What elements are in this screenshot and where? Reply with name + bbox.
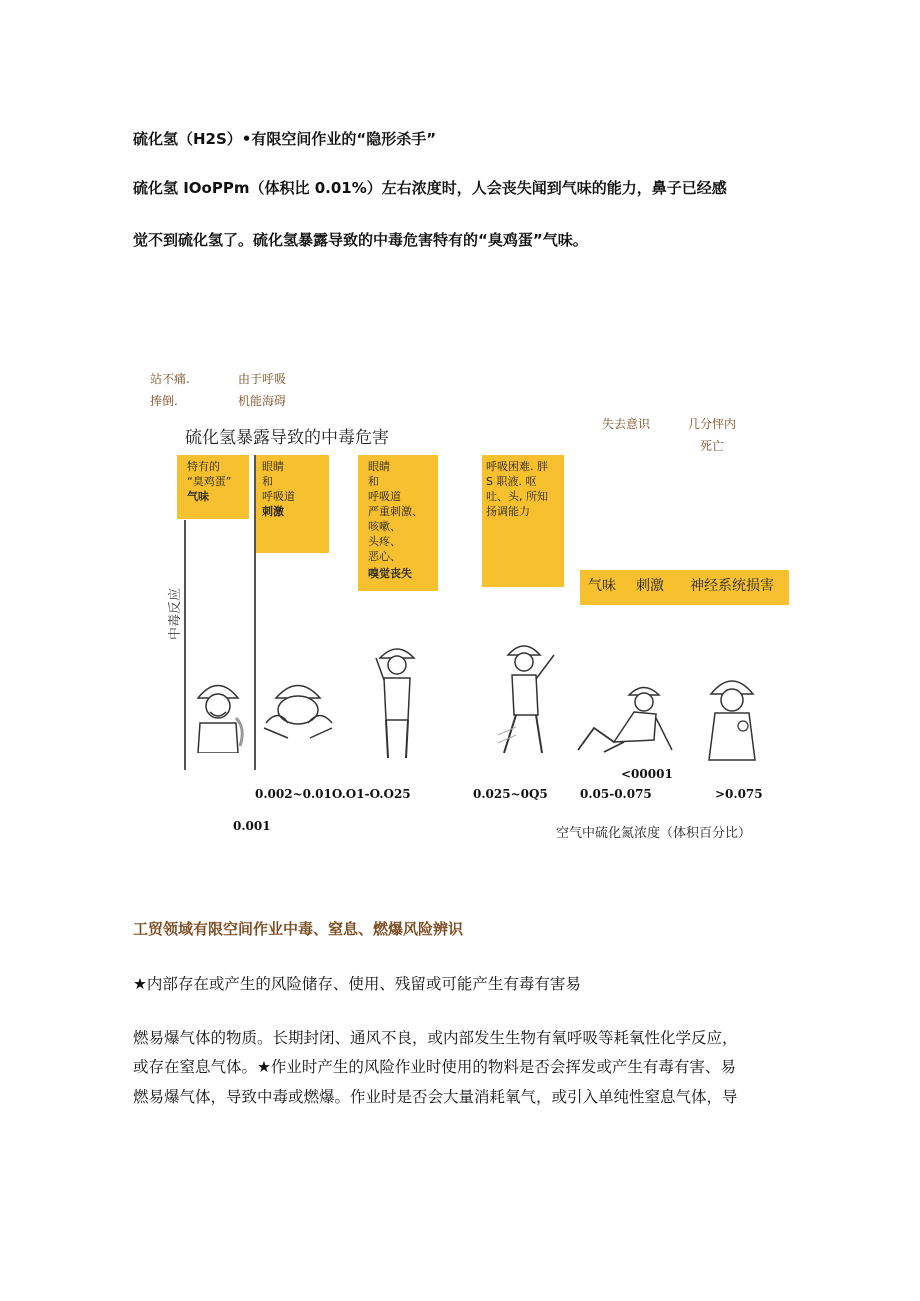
body-line-3: 或存在窒息气体。★作业时产生的风险作业时使用的物料是否会挥发或产生有毒有害、易 (133, 1058, 736, 1076)
value-0-05-range: 0.05-0.075 (580, 787, 652, 801)
page-title: 硫化氢（H2S）•有限空间作业的“隐形杀手” (133, 130, 437, 148)
band-nerve-damage: 神经系统损害 (690, 578, 774, 594)
value-0-002-range: 0.002~0.01O.O1-O.O25 (255, 787, 411, 801)
intro-line-2: 觉不到硫化氢了。硫化氢暴露导致的中毒危害特有的“臭鸡蛋”气味。 (133, 231, 588, 249)
box2-line: 眼睛 (262, 460, 284, 473)
box3-line: 和 (368, 475, 379, 488)
body-line-1: ★内部存在或产生的风险储存、使用、残留或可能产生有毒有害易 (133, 975, 581, 993)
band-odor: 气味 (588, 578, 616, 594)
x-axis-label: 空气中硫化氮浓度（体积百分比） (556, 826, 752, 841)
box3-line: 恶心、 (368, 550, 401, 563)
note-death: 死亡 (700, 439, 725, 453)
box4-line: S 职液. 呕 (486, 475, 537, 488)
value-lt: <00001 (621, 767, 673, 781)
box4-line: 扬调能力 (486, 505, 530, 518)
box2-line: 和 (262, 475, 273, 488)
note-respiration-b: 机能海碍 (238, 394, 287, 408)
box4-line: 呼吸困难. 胖 (486, 460, 548, 473)
worker-crouching-illustration (258, 668, 338, 748)
highlight-box-irritation (256, 455, 329, 553)
figure-title: 硫化氢暴露导致的中毒危害 (185, 428, 389, 448)
note-lose-consciousness: 失去意识 (602, 417, 651, 431)
value-0-025-range: 0.025~0Q5 (473, 787, 548, 801)
section-title: 工贸领域有限空间作业中毒、窒息、燃爆风险辨识 (133, 920, 464, 938)
box2-line: 呼吸道 (262, 490, 295, 503)
box3-line: 嗅觉丧失 (368, 567, 412, 580)
note-respiration-a: 由于呼吸 (238, 372, 287, 386)
box2-line: 刺激 (262, 505, 284, 518)
body-line-4: 燃易爆气体，导致中毒或燃爆。作业时是否会大量消耗氧气，或引入单纯性窒息气体，导 (133, 1088, 738, 1106)
value-0-001: 0.001 (233, 819, 271, 833)
box4-line: 吐、头, 所知 (486, 490, 548, 503)
box3-line: 呼吸道 (368, 490, 401, 503)
band-irritation: 刺激 (636, 578, 664, 594)
intro-line-1: 硫化氢 IOoPPm（体积比 0.01%）左右浓度时，人会丧失闻到气味的能力，鼻子已经感 (133, 179, 727, 197)
worker-collapsed-illustration (574, 680, 679, 760)
box3-line: 咳嗽、 (368, 520, 401, 533)
body-line-2: 燃易爆气体的物质。长期封闭、通风不良，或内部发生生物有氧呼吸等耗氧性化学反应， (133, 1029, 738, 1047)
box3-line: 头疼、 (368, 535, 401, 548)
divider-line-1 (184, 520, 186, 770)
worker-smell-illustration (188, 668, 248, 753)
y-axis-label: 中毒反应 (168, 587, 183, 640)
note-minutes: 几分怦内 (688, 417, 737, 431)
highlight-box-severe (358, 455, 438, 591)
box3-line: 严重刺激、 (368, 505, 423, 518)
highlight-band-nervous (580, 570, 789, 605)
note-fall-down: 捧倒. (150, 394, 178, 408)
box3-line: 眼睛 (368, 460, 390, 473)
box1-line: 气味 (187, 490, 209, 503)
worker-staggering-illustration (496, 635, 566, 760)
worker-standing-illustration (372, 640, 422, 765)
highlight-box-odor (177, 455, 249, 519)
note-stand-unsteady: 站不痛. (150, 372, 190, 386)
highlight-box-breathing (482, 455, 564, 587)
value-gt-0-075: >0.075 (715, 787, 763, 801)
worker-dead-illustration (705, 668, 760, 763)
box1-line: 特有的 (187, 460, 220, 473)
box1-line: “臭鸡蛋” (187, 475, 232, 488)
